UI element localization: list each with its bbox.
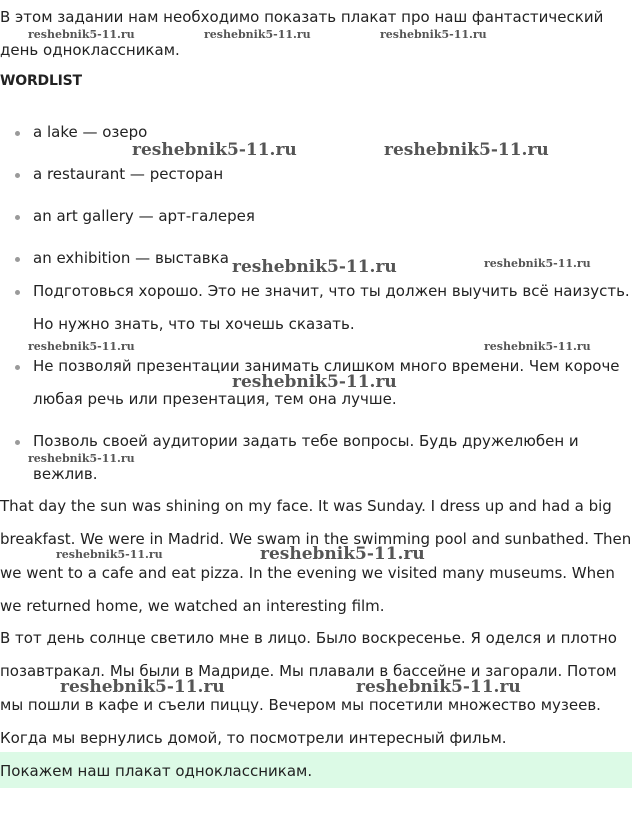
list-item-text: Не позволяй презентации занимать слишком много времени. Чем короче [33,357,620,375]
russian-line: В тот день солнце светило мне в лицо. Было воскресенье. Я оделся и плотно [0,629,617,647]
watermark: reshebnik5-11.ru [380,28,487,41]
highlight-box [0,752,632,788]
list-item-text: a restaurant — ресторан [33,165,224,183]
list-item-text: a lake — озеро [33,123,148,141]
watermark: reshebnik5-11.ru [28,28,135,41]
list-item-text: Подготовься хорошо. Это не значит, что ты должен выучить всё наизусть. [33,282,630,300]
list-item-text: an exhibition — выставка [33,249,229,267]
wordlist-heading: WORDLIST [0,73,82,89]
watermark: reshebnik5-11.ru [56,548,163,561]
watermark: reshebnik5-11.ru [356,677,521,697]
watermark: reshebnik5-11.ru [484,257,591,270]
watermark: reshebnik5-11.ru [28,452,135,465]
russian-line: позавтракал. Мы были в Мадриде. Мы плавали в бассейне и загорали. Потом [0,662,617,680]
english-line: we returned home, we watched an interesting film. [0,597,385,615]
russian-line: Когда мы вернулись домой, то посмотрели интересный фильм. [0,729,507,747]
bullet-icon [15,365,20,370]
bullet-icon [15,440,20,445]
list-item-text: любая речь или презентация, тем она лучше. [33,390,397,408]
list-item-text: Позволь своей аудитории задать тебе вопросы. Будь дружелюбен и [33,432,579,450]
bullet-icon [15,173,20,178]
english-line: That day the sun was shining on my face. It was Sunday. I dress up and had a big [0,497,612,515]
watermark: reshebnik5-11.ru [232,372,397,392]
list-item-text: вежлив. [33,465,98,483]
watermark: reshebnik5-11.ru [260,544,425,564]
list-item-text: Но нужно знать, что ты хочешь сказать. [33,315,355,333]
intro-line: день одноклассникам. [0,41,180,59]
watermark: reshebnik5-11.ru [28,340,135,353]
bullet-icon [15,257,20,262]
watermark: reshebnik5-11.ru [204,28,311,41]
intro-line: В этом задании нам необходимо показать плакат про наш фантастический [0,8,604,26]
bullet-icon [15,131,20,136]
watermark: reshebnik5-11.ru [384,140,549,160]
watermark: reshebnik5-11.ru [232,257,397,277]
bullet-icon [15,215,20,220]
english-line: breakfast. We were in Madrid. We swam in the swimming pool and sunbathed. Then [0,530,632,548]
list-item-text: an art gallery — арт-галерея [33,207,255,225]
watermark: reshebnik5-11.ru [60,677,225,697]
watermark: reshebnik5-11.ru [484,340,591,353]
watermark: reshebnik5-11.ru [132,140,297,160]
highlight-text: Покажем наш плакат одноклассникам. [0,762,313,780]
russian-line: мы пошли в кафе и съели пиццу. Вечером мы посетили множество музеев. [0,696,601,714]
english-line: we went to a cafe and eat pizza. In the evening we visited many museums. When [0,564,615,582]
bullet-icon [15,290,20,295]
